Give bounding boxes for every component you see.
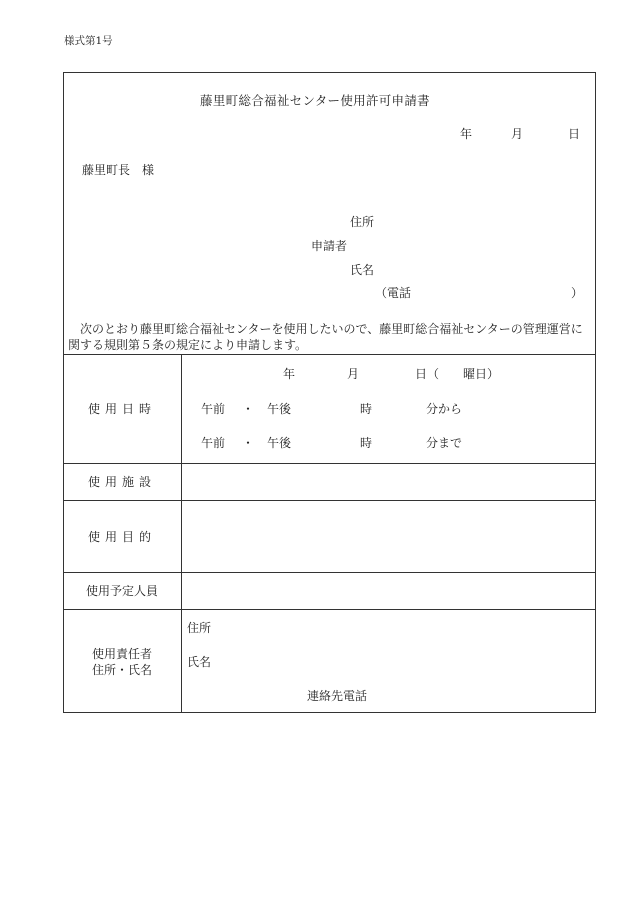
row-divider-2 <box>63 500 596 501</box>
date-month-label: 月 <box>511 127 524 141</box>
end-hour-label: 時 <box>360 436 373 450</box>
row-divider-3 <box>63 572 596 573</box>
datetime-row-label: 使用日時 <box>87 402 156 416</box>
start-minute-from-label: 分から <box>426 402 463 416</box>
start-pm-label: 午後 <box>267 402 292 416</box>
applicant-label: 申請者 <box>311 239 348 253</box>
applicant-address-label: 住所 <box>350 215 375 229</box>
responsible-name-label: 氏名 <box>187 655 212 669</box>
applicant-phone-open: （電話 <box>375 286 412 300</box>
applicant-phone-close: ） <box>571 286 584 300</box>
datetime-day-weekday-label: 日（ 曜日） <box>415 367 500 381</box>
responsible-row-label-line2: 住所・氏名 <box>91 663 152 677</box>
facility-row-label: 使用施設 <box>87 475 156 489</box>
datetime-month-label: 月 <box>347 367 360 381</box>
table-top-rule <box>63 354 596 355</box>
end-minute-until-label: 分まで <box>426 436 463 450</box>
headcount-row-label: 使用予定人員 <box>85 584 158 598</box>
responsible-row-label-line1: 使用責任者 <box>91 647 152 661</box>
responsible-address-label: 住所 <box>187 621 212 635</box>
start-separator: ・ <box>242 402 255 416</box>
form-title: 藤里町総合福祉センター使用許可申請書 <box>200 93 430 108</box>
end-separator: ・ <box>242 436 255 450</box>
table-column-divider <box>181 354 182 713</box>
form-number: 様式第1号 <box>64 35 113 47</box>
start-am-label: 午前 <box>201 402 226 416</box>
purpose-row-label: 使用目的 <box>87 530 156 544</box>
date-year-label: 年 <box>460 127 473 141</box>
applicant-name-label: 氏名 <box>350 263 375 277</box>
end-am-label: 午前 <box>201 436 226 450</box>
responsible-contact-phone-label: 連絡先電話 <box>307 689 368 703</box>
addressee: 藤里町長 様 <box>82 163 155 177</box>
start-hour-label: 時 <box>360 402 373 416</box>
datetime-year-label: 年 <box>283 367 296 381</box>
row-divider-4 <box>63 609 596 610</box>
intro-text: 次のとおり藤里町総合福祉センターを使用したいので、藤里町総合福祉センターの管理運営に関する規則第５条の規定により申請します。 <box>68 322 583 352</box>
end-pm-label: 午後 <box>267 436 292 450</box>
row-divider-1 <box>63 463 596 464</box>
date-day-label: 日 <box>568 127 581 141</box>
